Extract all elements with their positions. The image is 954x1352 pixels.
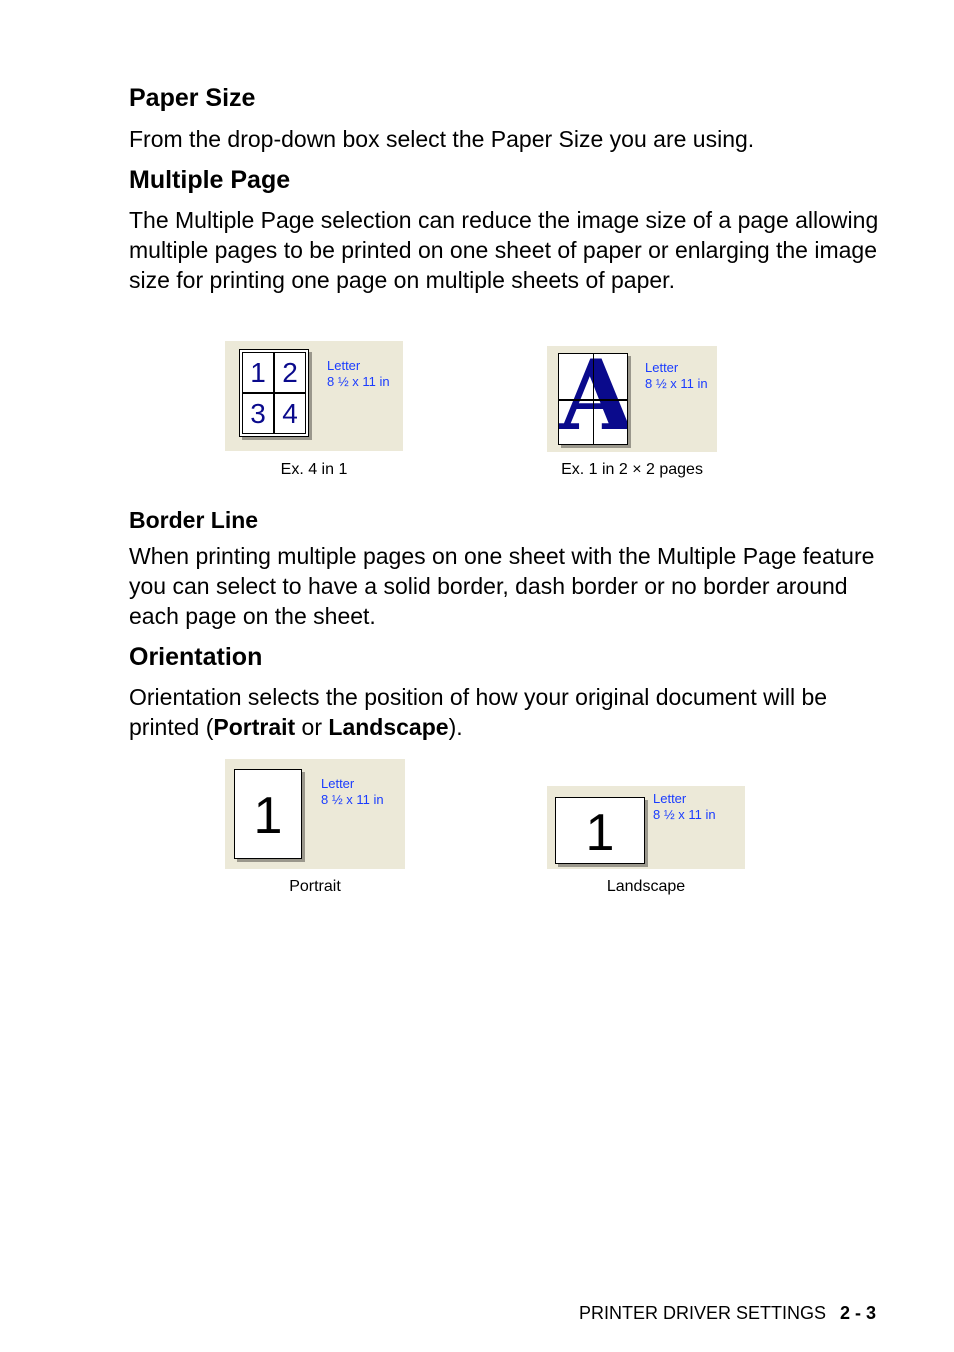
page-number-glyph: 1 [253, 787, 283, 845]
preview-sheet [239, 349, 309, 437]
portrait-preview [225, 759, 405, 869]
orientation-text-end: ). [448, 714, 463, 740]
four-in-one-caption: Ex. 4 in 1 [280, 461, 348, 478]
landscape-sheet [555, 797, 645, 864]
poster-preview [547, 346, 717, 452]
footer-section-title: PRINTER DRIVER SETTINGS [578, 1303, 826, 1323]
paper-dims-label: 8 ½ x 11 in [645, 376, 708, 391]
poster-sheet [558, 353, 628, 445]
footer-page-number: 2 - 3 [839, 1303, 876, 1323]
multiple-page-text: The Multiple Page selection can reduce the image size of a page allowing multiple pages to be printed on one sheet of paper or enlarging the image size for printing one page on multiple sheets of paper. [129, 207, 879, 293]
page-cell-2: 2 [274, 352, 306, 393]
paper-dims-label: 8 ½ x 11 in [321, 792, 384, 807]
page-cell-3: 3 [242, 393, 274, 434]
paper-size-text: From the drop-down box select the Paper Size you are using. [129, 126, 755, 152]
portrait-term: Portrait [213, 714, 296, 740]
four-in-one-preview [225, 341, 403, 451]
landscape-caption: Landscape [606, 878, 686, 895]
poster-caption: Ex. 1 in 2 × 2 pages [561, 461, 703, 478]
portrait-sheet [234, 769, 302, 859]
orientation-heading: Orientation [129, 643, 263, 671]
border-line-heading: Border Line [129, 507, 259, 533]
paper-name-label: Letter [645, 360, 679, 375]
orientation-text [129, 682, 879, 742]
page-cell-1: 1 [242, 352, 274, 393]
orientation-text-or: or [295, 714, 329, 740]
paper-dims-label: 8 ½ x 11 in [653, 807, 716, 822]
page-footer [579, 1302, 876, 1324]
border-line-text: When printing multiple pages on one sheet with the Multiple Page feature you can select to have a solid border, dash border or no border around each page on the sheet. [129, 543, 875, 629]
multiple-page-heading: Multiple Page [129, 166, 291, 194]
horizontal-split-line [559, 399, 628, 401]
landscape-preview [547, 786, 745, 869]
paper-name-label: Letter [327, 358, 361, 373]
paper-name-label: Letter [321, 776, 355, 791]
paper-size-heading: Paper Size [129, 84, 256, 112]
paper-dims-label: 8 ½ x 11 in [327, 374, 390, 389]
paper-name-label: Letter [653, 791, 687, 806]
page-number-glyph: 1 [585, 804, 615, 862]
page-cell-4: 4 [274, 393, 306, 434]
landscape-term: Landscape [328, 714, 449, 740]
orientation-text-start: Orientation selects the position of how your original document will be printed ( [129, 684, 828, 740]
portrait-caption: Portrait [289, 878, 341, 895]
